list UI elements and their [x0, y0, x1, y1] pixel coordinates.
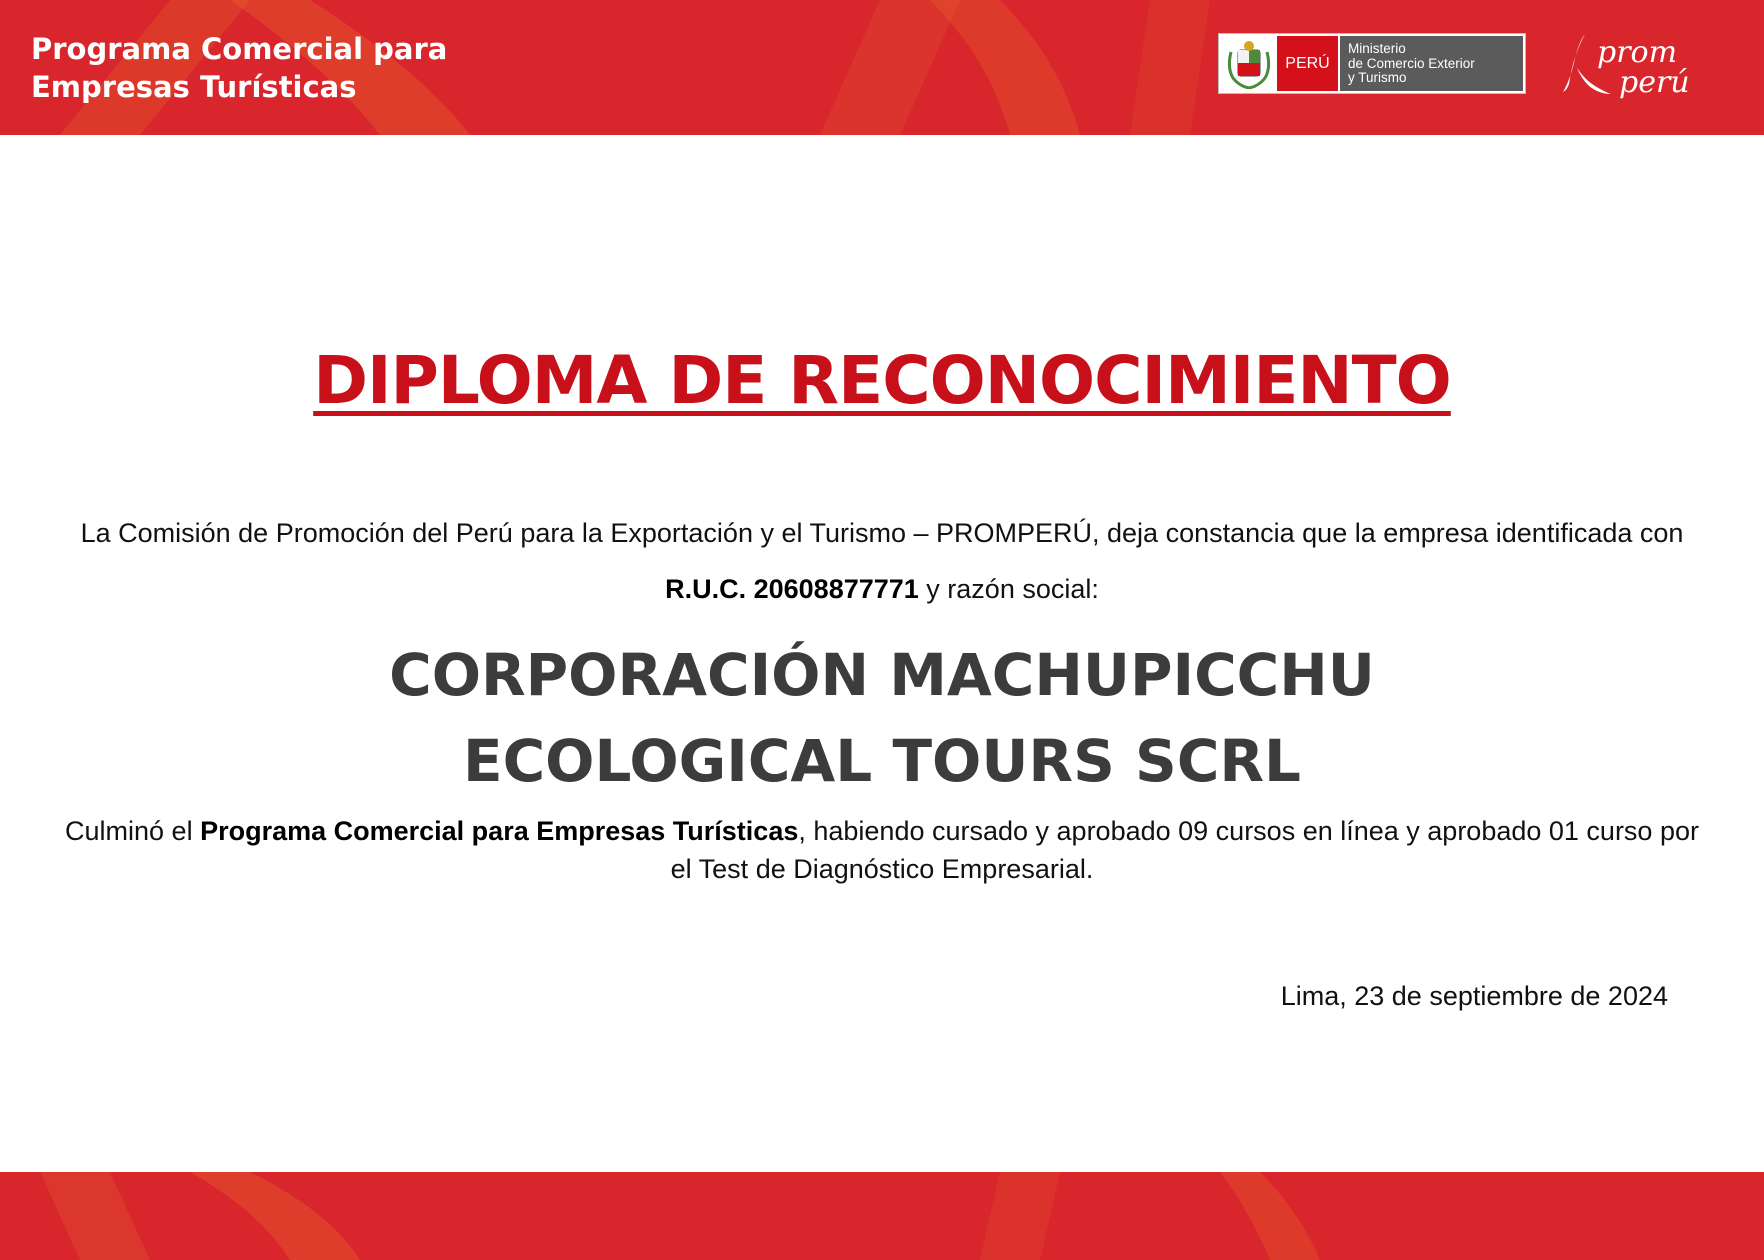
completion-paragraph	[60, 812, 1704, 888]
company-name-line1: CORPORACIÓN MACHUPICCHU	[389, 641, 1375, 709]
ministry-name	[1340, 36, 1523, 91]
ministry-line1: Ministerio	[1348, 41, 1406, 56]
peru-label: PERÚ	[1277, 36, 1338, 91]
company-name	[0, 632, 1764, 804]
company-name-line2: ECOLOGICAL TOURS SCRL	[462, 727, 1302, 795]
promperu-word2: perú	[1619, 65, 1690, 100]
completion-text-part1: Culminó el	[65, 816, 201, 846]
intro-text-part2: y razón social:	[918, 574, 1099, 604]
program-title	[31, 30, 447, 106]
promperu-word1: prom	[1597, 35, 1678, 70]
program-title-line2: Empresas Turísticas	[31, 70, 357, 104]
intro-paragraph	[60, 505, 1704, 617]
completion-text-part2: , habiendo cursado y aprobado 09 cursos en línea y aprobado 01 curso por el Test de Diagnóstico Empresarial.	[670, 816, 1699, 884]
program-title-line1: Programa Comercial para	[31, 32, 448, 66]
diploma-title-text: DIPLOMA DE RECONOCIMIENTO	[313, 342, 1451, 419]
footer-band	[0, 1172, 1764, 1260]
ministry-logo	[1218, 33, 1526, 94]
issue-date: Lima, 23 de septiembre de 2024	[1280, 981, 1668, 1011]
ruc-number: R.U.C. 20608877771	[665, 574, 919, 604]
diploma-title	[0, 342, 1764, 420]
ministry-line2: de Comercio Exterior	[1348, 55, 1475, 71]
program-name: Programa Comercial para Empresas Turísticas	[200, 816, 799, 846]
footer-decoration	[0, 1172, 1764, 1260]
promperu-logo	[1555, 28, 1715, 100]
intro-text-part1: La Comisión de Promoción del Perú para la Exportación y el Turismo – PROMPERÚ, deja constancia que la empresa identificada con	[80, 518, 1684, 548]
ministry-line3: y Turismo	[1348, 70, 1407, 85]
header-band	[0, 0, 1764, 135]
coat-of-arms-icon	[1223, 38, 1275, 89]
